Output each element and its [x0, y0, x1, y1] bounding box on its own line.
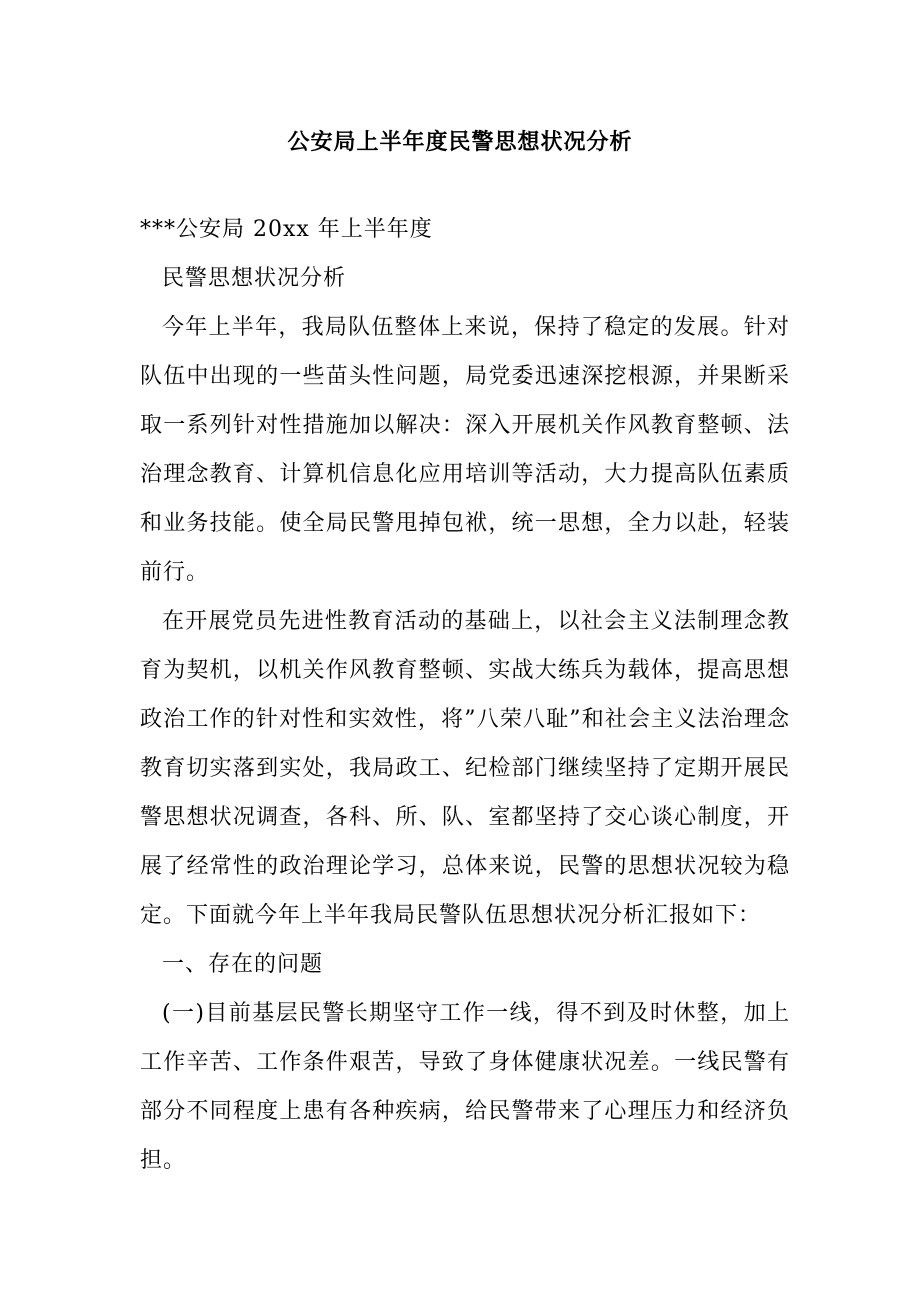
body-paragraph-1: 今年上半年，我局队伍整体上来说，保持了稳定的发展。针对队伍中出现的一些苗头性问题，局党委迅速深挖根源，并果断采取一系列针对性措施加以解决：深入开展机关作风教育整顿、法治理念教育、计算机信息化应用培训等活动，大力提高队伍素质和业务技能。使全局民警甩掉包袱，统一思想，全力以赴，轻装前行。 — [140, 315, 790, 585]
section-heading: 一、存在的问题 — [162, 952, 324, 977]
document-body — [140, 205, 790, 1185]
body-paragraph-2: 在开展党员先进性教育活动的基础上，以社会主义法制理念教育为契机，以机关作风教育整顿、实战大练兵为载体，提高思想政治工作的针对性和实效性，将”八荣八耻”和社会主义法治理念教育切实落到实处，我局政工、纪检部门继续坚持了定期开展民警思想状况调查，各科、所、队、室都坚持了交心谈心制度，开展了经常性的政治理论学习，总体来说，民警的思想状况较为稳定。下面就今年上半年我局民警队伍思想状况分析汇报如下： — [140, 609, 790, 928]
subtitle-line-2: 民警思想状况分析 — [162, 266, 347, 291]
subtitle-line-1: ***公安局 20xx 年上半年度 — [140, 217, 433, 242]
document-title: 公安局上半年度民警思想状况分析 — [287, 129, 633, 155]
section-paragraph: (一)目前基层民警长期坚守工作一线，得不到及时休整，加上工作辛苦、工作条件艰苦，导致了身体健康状况差。一线民警有部分不同程度上患有各种疾病，给民警带来了心理压力和经济负担。 — [140, 1001, 790, 1173]
